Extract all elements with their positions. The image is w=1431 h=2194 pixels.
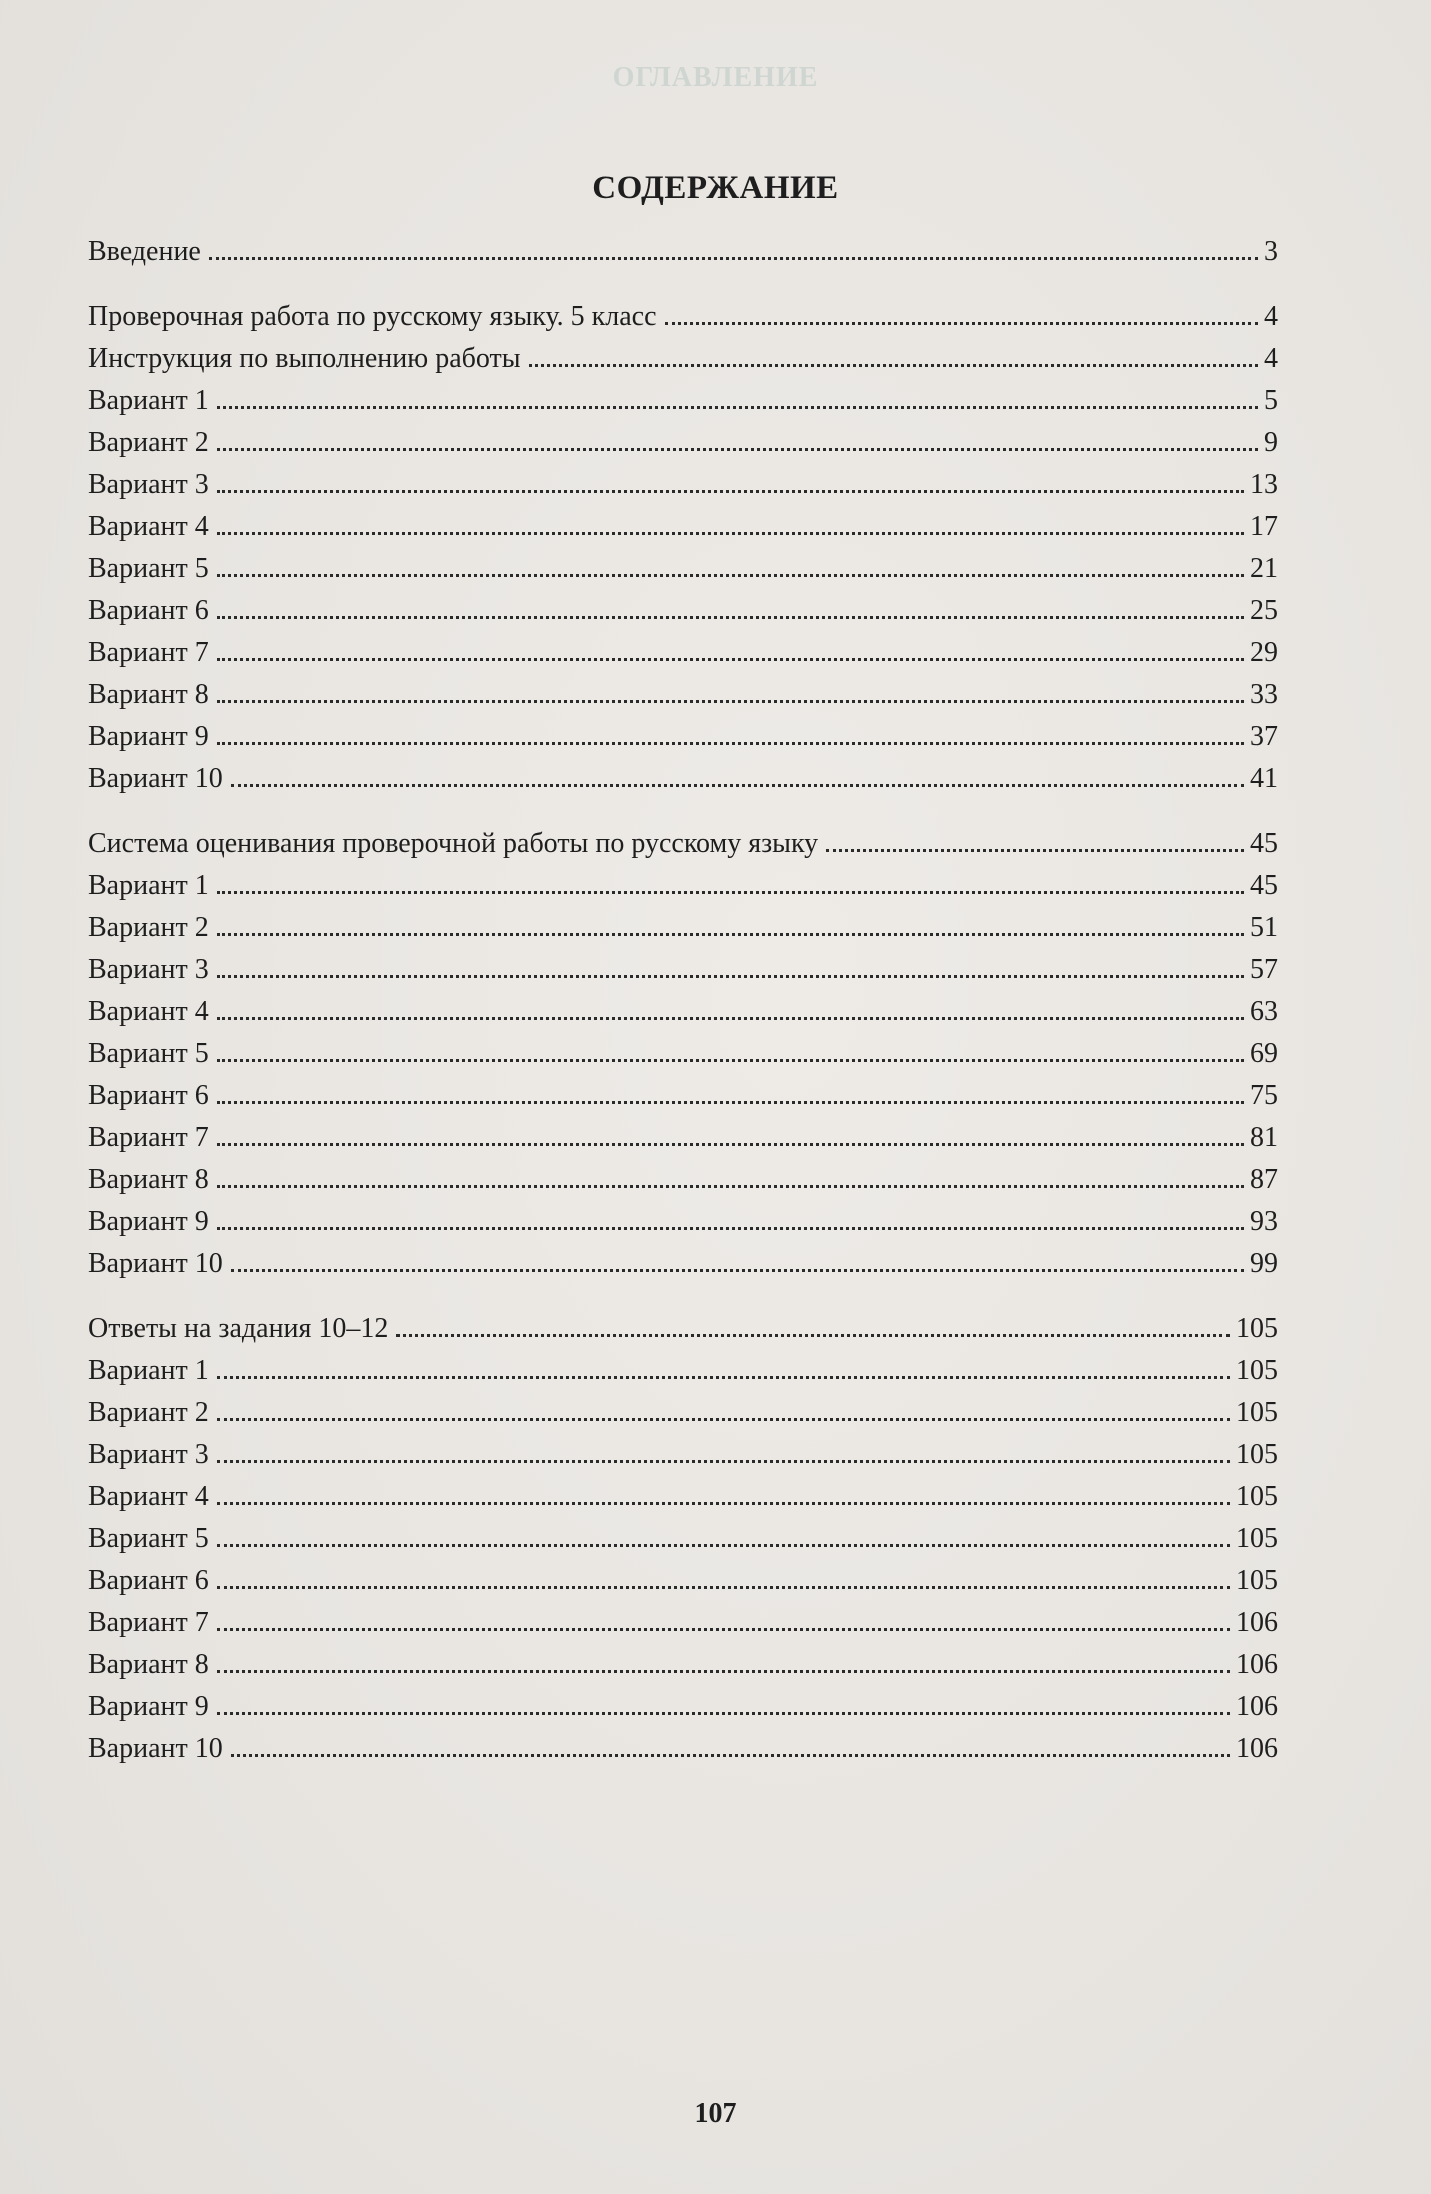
toc-entry-page: 9 [1264,427,1278,458]
toc-entry-label: Вариант 6 [88,1080,209,1111]
toc-entry-label: Вариант 9 [88,1206,209,1237]
toc-entry-page: 33 [1250,679,1278,710]
toc-entry-page: 25 [1250,595,1278,626]
toc-entry [88,1686,1278,1728]
toc-entry [88,758,1278,800]
toc-entry-label: Вариант 4 [88,1481,209,1512]
toc-entry-page: 106 [1236,1607,1278,1638]
toc-entry [88,1201,1278,1243]
dot-leader [217,574,1244,577]
dot-leader [231,1754,1230,1757]
table-of-contents [88,231,1278,1770]
toc-entry [88,1033,1278,1075]
toc-entry-page: 105 [1236,1439,1278,1470]
dot-leader [217,658,1244,661]
toc-entry-label: Вариант 7 [88,1607,209,1638]
toc-entry-page: 69 [1250,1038,1278,1069]
toc-entry-label: Проверочная работа по русскому языку. 5 класс [88,301,657,332]
dot-leader [217,933,1244,936]
toc-entry-label: Вариант 2 [88,1397,209,1428]
dot-leader [217,1502,1230,1505]
toc-entry-page: 51 [1250,912,1278,943]
toc-entry-page: 45 [1250,828,1278,859]
toc-entry [88,590,1278,632]
toc-entry-page: 17 [1250,511,1278,542]
toc-entry-label: Вариант 4 [88,511,209,542]
toc-entry-page: 21 [1250,553,1278,584]
toc-entry-page: 45 [1250,870,1278,901]
toc-entry-label: Вариант 6 [88,595,209,626]
toc-entry-page: 13 [1250,469,1278,500]
toc-entry-label: Вариант 8 [88,1164,209,1195]
toc-entry-label: Вариант 7 [88,1122,209,1153]
toc-entry [88,1308,1278,1350]
toc-entry [88,1075,1278,1117]
dot-leader [217,532,1244,535]
toc-entry [88,632,1278,674]
toc-entry-page: 105 [1236,1355,1278,1386]
toc-entry-page: 57 [1250,954,1278,985]
dot-leader [217,891,1244,894]
toc-entry-label: Введение [88,236,201,267]
toc-entry-label: Вариант 5 [88,1038,209,1069]
dot-leader [217,616,1244,619]
toc-entry [88,1434,1278,1476]
toc-entry [88,674,1278,716]
toc-entry-label: Вариант 9 [88,1691,209,1722]
toc-entry [88,1476,1278,1518]
toc-entry-label: Вариант 9 [88,721,209,752]
dot-leader [217,1460,1230,1463]
dot-leader [209,257,1258,260]
toc-entry-page: 93 [1250,1206,1278,1237]
toc-entry-page: 81 [1250,1122,1278,1153]
dot-leader [217,1227,1244,1230]
dot-leader [231,1269,1244,1272]
toc-entry-label: Вариант 3 [88,469,209,500]
toc-entry-page: 106 [1236,1691,1278,1722]
toc-entry-page: 105 [1236,1313,1278,1344]
toc-entry-label: Вариант 1 [88,870,209,901]
toc-entry-page: 29 [1250,637,1278,668]
toc-entry-label: Система оценивания проверочной работы по русскому языку [88,828,819,859]
toc-entry-page: 105 [1236,1523,1278,1554]
toc-entry-label: Вариант 8 [88,1649,209,1680]
faded-header: ОГЛАВЛЕНИЕ [612,62,819,93]
toc-entry [88,380,1278,422]
toc-entry-label: Инструкция по выполнению работы [88,343,521,374]
toc-entry [88,1243,1278,1285]
section-gap [88,273,1278,296]
toc-entry-page: 63 [1250,996,1278,1027]
toc-entry-page: 106 [1236,1649,1278,1680]
toc-entry-page: 105 [1236,1565,1278,1596]
toc-entry-label: Вариант 7 [88,637,209,668]
toc-entry [88,949,1278,991]
toc-entry-page: 41 [1250,763,1278,794]
toc-entry-label: Вариант 10 [88,1248,223,1279]
toc-entry [88,1560,1278,1602]
dot-leader [217,1376,1230,1379]
toc-entry-label: Вариант 1 [88,385,209,416]
dot-leader [217,1101,1244,1104]
dot-leader [217,1059,1244,1062]
toc-entry [88,1350,1278,1392]
toc-entry [88,422,1278,464]
dot-leader [217,1544,1230,1547]
dot-leader [217,448,1258,451]
dot-leader [826,849,1244,852]
toc-entry-label: Вариант 10 [88,1733,223,1764]
toc-entry-label: Вариант 4 [88,996,209,1027]
dot-leader [529,364,1258,367]
toc-entry-label: Вариант 5 [88,553,209,584]
toc-entry [88,296,1278,338]
toc-entry-label: Вариант 3 [88,1439,209,1470]
toc-entry [88,865,1278,907]
toc-entry [88,991,1278,1033]
dot-leader [217,490,1244,493]
toc-entry-label: Вариант 10 [88,763,223,794]
section-gap [88,1285,1278,1308]
toc-entry-page: 75 [1250,1080,1278,1111]
dot-leader [217,700,1244,703]
toc-entry [88,231,1278,273]
toc-entry-label: Вариант 6 [88,1565,209,1596]
toc-entry [88,1518,1278,1560]
dot-leader [231,784,1244,787]
dot-leader [217,1017,1244,1020]
dot-leader [217,975,1244,978]
toc-entry [88,1602,1278,1644]
toc-entry [88,548,1278,590]
toc-entry-page: 99 [1250,1248,1278,1279]
dot-leader [217,1143,1244,1146]
toc-entry-page: 5 [1264,385,1278,416]
toc-entry [88,1392,1278,1434]
toc-entry-label: Вариант 5 [88,1523,209,1554]
toc-entry-label: Вариант 1 [88,1355,209,1386]
dot-leader [217,1712,1230,1715]
toc-entry-label: Вариант 3 [88,954,209,985]
toc-entry [88,907,1278,949]
dot-leader [217,406,1258,409]
toc-entry [88,823,1278,865]
dot-leader [217,1418,1230,1421]
toc-entry [88,506,1278,548]
toc-entry [88,716,1278,758]
section-gap [88,800,1278,823]
toc-entry-page: 4 [1264,301,1278,332]
toc-entry-page: 87 [1250,1164,1278,1195]
toc-entry-page: 3 [1264,236,1278,267]
toc-entry-label: Вариант 8 [88,679,209,710]
dot-leader [217,1628,1230,1631]
toc-entry-label: Вариант 2 [88,912,209,943]
dot-leader [217,1670,1230,1673]
toc-entry-page: 105 [1236,1481,1278,1512]
dot-leader [217,1586,1230,1589]
toc-entry [88,1117,1278,1159]
dot-leader [217,1185,1244,1188]
toc-entry-page: 37 [1250,721,1278,752]
toc-entry [88,464,1278,506]
toc-entry [88,1159,1278,1201]
toc-entry [88,338,1278,380]
dot-leader [217,742,1244,745]
toc-entry-page: 106 [1236,1733,1278,1764]
dot-leader [396,1334,1230,1337]
toc-entry-page: 4 [1264,343,1278,374]
toc-entry [88,1644,1278,1686]
dot-leader [665,322,1258,325]
toc-entry-label: Вариант 2 [88,427,209,458]
page-title: СОДЕРЖАНИЕ [592,170,839,206]
toc-entry [88,1728,1278,1770]
toc-entry-page: 105 [1236,1397,1278,1428]
page-number: 107 [694,2098,737,2129]
toc-entry-label: Ответы на задания 10–12 [88,1313,389,1344]
